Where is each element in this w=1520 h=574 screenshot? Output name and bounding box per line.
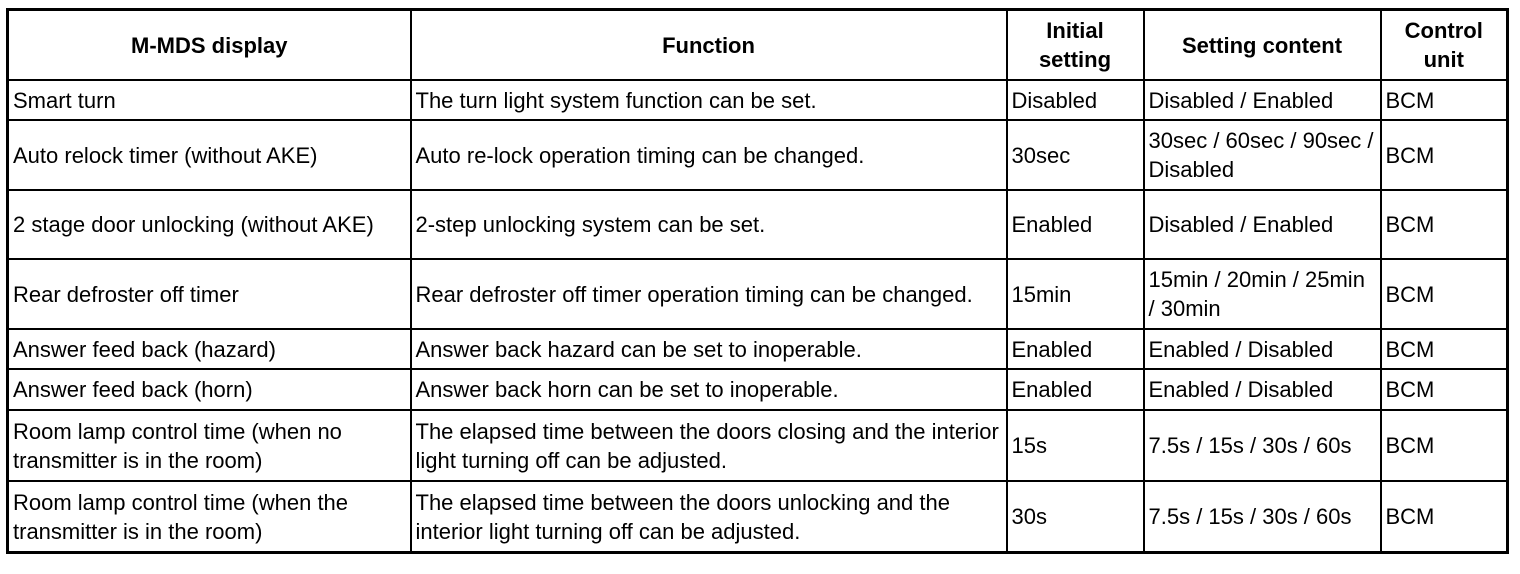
header-display: M-MDS display (8, 10, 411, 81)
cell-initial-setting: 30sec (1007, 120, 1144, 190)
cell-setting-content: Enabled / Disabled (1144, 329, 1381, 369)
cell-function: The turn light system function can be set. (411, 80, 1007, 120)
cell-control-unit: BCM (1381, 410, 1508, 481)
cell-setting-content: 7.5s / 15s / 30s / 60s (1144, 410, 1381, 481)
cell-initial-setting: 15s (1007, 410, 1144, 481)
cell-control-unit: BCM (1381, 190, 1508, 259)
header-initial-setting: Initial setting (1007, 10, 1144, 81)
header-row (8, 10, 1508, 81)
cell-function: The elapsed time between the doors unlocking and the interior light turning off can be adjusted. (411, 481, 1007, 553)
cell-control-unit: BCM (1381, 259, 1508, 329)
cell-control-unit: BCM (1381, 80, 1508, 120)
header-control-unit: Control unit (1381, 10, 1508, 81)
table-row (8, 80, 1508, 120)
table-row (8, 190, 1508, 259)
cell-display: Answer feed back (hazard) (8, 329, 411, 369)
cell-display: Auto relock timer (without AKE) (8, 120, 411, 190)
table-row (8, 481, 1508, 553)
cell-initial-setting: 30s (1007, 481, 1144, 553)
cell-display: Room lamp control time (when the transmitter is in the room) (8, 481, 411, 553)
cell-initial-setting: Disabled (1007, 80, 1144, 120)
cell-display: Smart turn (8, 80, 411, 120)
cell-setting-content: 15min / 20min / 25min / 30min (1144, 259, 1381, 329)
cell-function: Answer back horn can be set to inoperable. (411, 369, 1007, 410)
table-row (8, 369, 1508, 410)
cell-setting-content: 30sec / 60sec / 90sec / Disabled (1144, 120, 1381, 190)
header-function: Function (411, 10, 1007, 81)
cell-display: Answer feed back (horn) (8, 369, 411, 410)
cell-control-unit: BCM (1381, 369, 1508, 410)
table-row (8, 259, 1508, 329)
table-row (8, 410, 1508, 481)
cell-setting-content: 7.5s / 15s / 30s / 60s (1144, 481, 1381, 553)
cell-function: The elapsed time between the doors closing and the interior light turning off can be adjusted. (411, 410, 1007, 481)
table-row (8, 329, 1508, 369)
header-setting-content: Setting content (1144, 10, 1381, 81)
cell-function: Rear defroster off timer operation timing can be changed. (411, 259, 1007, 329)
cell-display: 2 stage door unlocking (without AKE) (8, 190, 411, 259)
cell-initial-setting: 15min (1007, 259, 1144, 329)
cell-function: Auto re-lock operation timing can be changed. (411, 120, 1007, 190)
cell-display: Room lamp control time (when no transmitter is in the room) (8, 410, 411, 481)
cell-initial-setting: Enabled (1007, 190, 1144, 259)
cell-initial-setting: Enabled (1007, 329, 1144, 369)
cell-control-unit: BCM (1381, 120, 1508, 190)
cell-setting-content: Disabled / Enabled (1144, 80, 1381, 120)
settings-table (6, 8, 1509, 554)
cell-function: Answer back hazard can be set to inoperable. (411, 329, 1007, 369)
table-row (8, 120, 1508, 190)
cell-initial-setting: Enabled (1007, 369, 1144, 410)
cell-function: 2-step unlocking system can be set. (411, 190, 1007, 259)
cell-display: Rear defroster off timer (8, 259, 411, 329)
cell-control-unit: BCM (1381, 329, 1508, 369)
cell-setting-content: Disabled / Enabled (1144, 190, 1381, 259)
cell-control-unit: BCM (1381, 481, 1508, 553)
cell-setting-content: Enabled / Disabled (1144, 369, 1381, 410)
